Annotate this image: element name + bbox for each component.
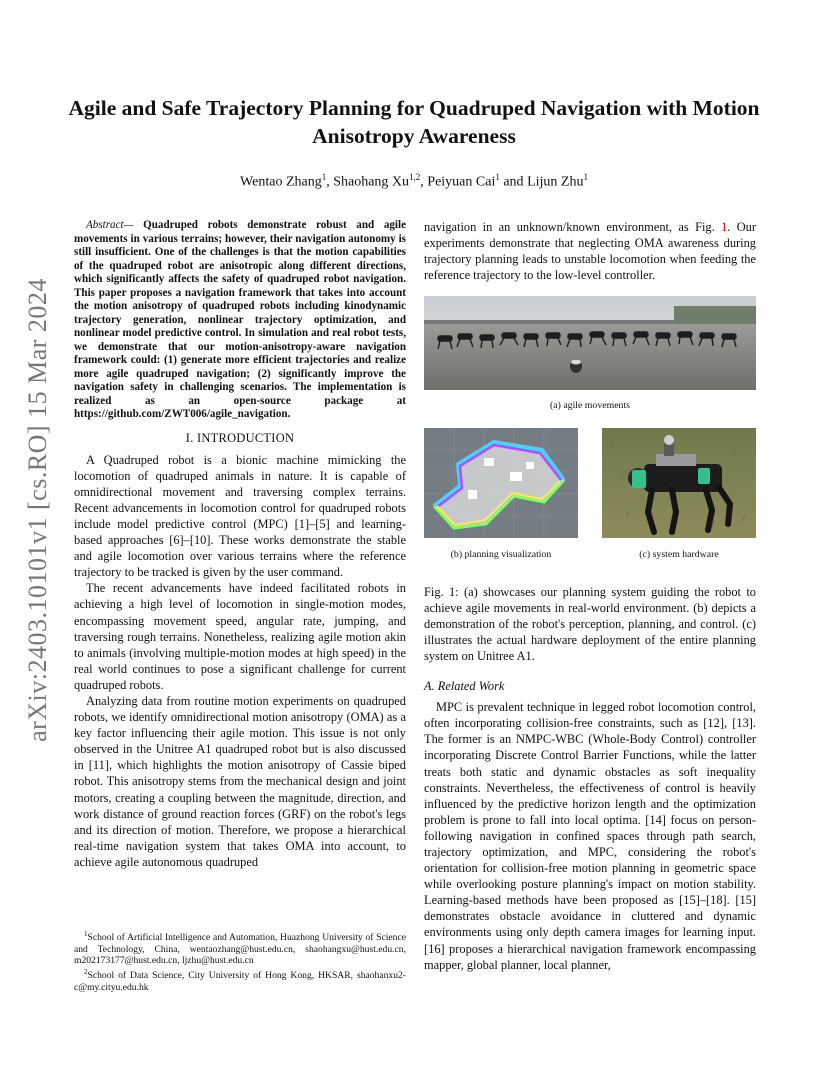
intro-paragraph-1: A Quadruped robot is a bionic machine mimicking the locomotion of quadruped animals in nature. It is capable of omnidirectional movement and traversing complex terrains. Recent advancements in locomotion control for quadruped robots include model predictive control (MPC) [1]–[5] and learning-based approaches [6]–[10]. These works demonstrate the stable and agile locomotion over various terrains where the reference trajectory to be tracked is given by the user command. [74, 452, 406, 580]
section-heading-introduction: I. INTRODUCTION [185, 430, 295, 445]
author-separator: , [420, 174, 428, 190]
author-affiliation: 1 [583, 172, 588, 182]
author-name: Peiyuan Cai [427, 174, 496, 190]
author-list [60, 172, 768, 191]
figure-caption-a: (a) agile movements [550, 400, 630, 412]
figure-caption-b: (b) planning visualization [450, 549, 552, 561]
author-affiliation: 1,2 [409, 172, 421, 182]
figure-planning-visualization [424, 428, 578, 538]
arxiv-id: arXiv:2403.10101v1 [cs.RO] 15 Mar 2024 [23, 278, 52, 742]
paragraph-text: navigation in an unknown/known environment, as Fig. [424, 220, 722, 234]
figure-reference-link[interactable]: 1 [721, 220, 728, 234]
footnote-mark: 1 [84, 930, 88, 938]
figure-caption-c: (c) system hardware [639, 549, 719, 561]
author-separator: and [499, 174, 528, 190]
author-name: Lijun Zhu [527, 174, 584, 190]
footnote-2 [74, 967, 406, 993]
figure-system-hardware-photo [602, 428, 756, 538]
abstract [74, 219, 406, 422]
related-work-paragraph: MPC is prevalent technique in legged robot locomotion control, often incorporating collision-free constraints, such as [12], [13]. The former is an NMPC-WBC (Whole-Body Control) controller incorporating Discrete Control Barrier Functions, while the latter treats both static and dynamic obstacles as soft inequality constraints. Nevertheless, the effectiveness of control is heavily influenced by the predictive horizon length and the optimization problem is prone to fall into local optima. [14] focus on person-following navigation in confined spaces through path search, trajectory optimization, and MPC, considering the robot's orientation for collision-free motion planning in geometric space while overlooking posture planning's impact on motion stability. Learning-based methods have been proposed as [15]–[18]. [15] demonstrates obstacle avoidance in cluttered and dynamic environments using only depth camera images for learning input. [16] proposes a hierarchical navigation framework encompassing mapper, global planner, local planner, [424, 700, 756, 972]
author-affiliation: 1 [321, 172, 327, 182]
footnote-text: School of Data Science, City University of Hong Kong, HKSAR, shaohanxu2-c@my.cityu.edu.hk [74, 970, 406, 993]
author-name: Shaohang Xu [333, 174, 410, 190]
footnotes [74, 929, 406, 993]
figure-row [424, 428, 756, 563]
paragraph-text: . Our experiments demonstrate that neglecting OMA awareness during trajectory planning leads to unstable locomotion when feeding the reference trajectory to the low-level controller. [424, 220, 756, 283]
abstract-label: Abstract— [86, 219, 134, 231]
figure-cell-b [424, 428, 578, 563]
right-paragraph-continued [424, 219, 756, 283]
left-column [74, 219, 406, 870]
right-column [424, 219, 756, 973]
author-name: Wentao Zhang [240, 174, 322, 190]
footnote-1 [74, 929, 406, 967]
footnote-text: School of Artificial Intelligence and Automation, Huazhong University of Science and Technology, China, wentaozhang@hust.edu.cn, shaohangxu@hust.edu.cn, m202173177@hust.edu.cn, ljzhu@hust.edu.cn [74, 932, 406, 967]
author-separator: , [326, 174, 334, 190]
author-affiliation: 1 [495, 172, 500, 182]
arxiv-watermark [8, 250, 68, 770]
intro-paragraph-2: The recent advancements have indeed facilitated robots in achieving a high level of locomotion in single-motion modes, encompassing movement speed, angular rate, jumping, and traversing rough terrains. Nonetheless, realizing agile motion akin to animals (involving multiple-motion modes at high speed) in the real world continues to pose a significant challenge for current quadruped robots. [74, 581, 406, 692]
footnote-mark: 2 [84, 967, 88, 976]
figure-1-caption: Fig. 1: (a) showcases our planning system guiding the robot to achieve agile movements in real-world environment. (b) depicts a demonstration of the robot's perception, planning, and control. (c) illustrates the actual hardware deployment of the entire planning system on Unitree A1. [424, 584, 756, 663]
intro-paragraph-3: Analyzing data from routine motion experiments on quadruped robots, we identify omnidirectional motion anisotropy (OMA) as a key factor influencing their agile motion. This issue is not only observed in the Unitree A1 quadruped robot but is also discussed in [11], which highlights the motion anisotropy of Cassie biped robot. This anisotropy stems from the mechanical design and joint motors, creating a coupling between the magnitude, direction, and work distance of ground reaction forces (GRF) on the robot's legs and its direction of motion. Therefore, we propose a hierarchical real-time navigation system that takes OMA into account, to achieve agile autonomous quadruped [74, 694, 406, 869]
abstract-text: Quadruped robots demonstrate robust and agile movements in various terrains; however, their navigation autonomy is still insufficient. One of the challenges is that the motion capabilities of the quadruped robot are anisotropic along different directions, which significantly affects the safety of quadruped robot navigation. This paper proposes a navigation framework that takes into account the motion anisotropy of quadruped robots including kinodynamic trajectory generation, nonlinear trajectory optimization, and nonlinear model predictive control. In simulation and real robot tests, we demonstrate that our motion-anisotropy-aware navigation framework could: (1) generate more efficient trajectories and realize more agile quadruped navigation; (2) significantly improve the navigation safety in challenging scenarios. The implementation is realized as an open-source package at https://github.com/ZWT006/agile_navigation. [74, 219, 406, 420]
figure-agile-movements-photo [424, 296, 756, 390]
subsection-heading-related-work: A. Related Work [424, 679, 505, 694]
paper-title: Agile and Safe Trajectory Planning for Quadruped Navigation with Motion Anisotropy Awareness [68, 96, 760, 148]
figure-cell-c [602, 428, 756, 563]
